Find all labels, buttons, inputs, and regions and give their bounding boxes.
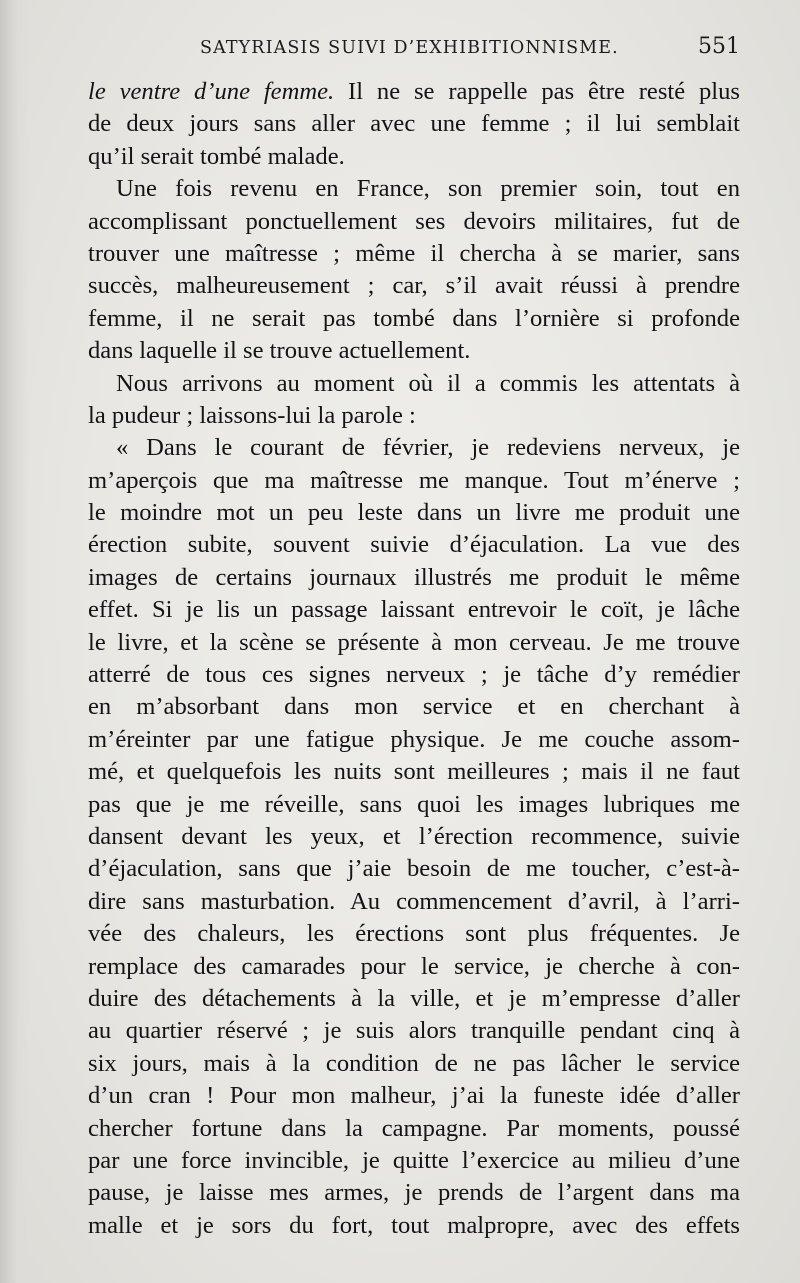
text-run: Il ne se rappelle pas être resté plus xyxy=(334,78,740,105)
text-line: la pudeur ; laissons-lui la parole : xyxy=(88,401,416,429)
text-line: érection subite, souvent suivie d’éjaculation. La vue des xyxy=(88,531,740,559)
text-line: qu’il serait tombé malade. xyxy=(88,142,345,170)
text-line: dire sans masturbation. Au commencement d’avril, à l’arri- xyxy=(88,887,740,915)
text-line: d’éjaculation, sans que j’aie besoin de me toucher, c’est-à- xyxy=(88,855,740,883)
text-line: de deux jours sans aller avec une femme ; il lui semblait xyxy=(88,110,740,138)
page-number: 551 xyxy=(698,34,740,59)
text-line: le moindre mot un peu leste dans un livre me produit une xyxy=(88,499,740,527)
text-line: dansent devant les yeux, et l’érection recommence, suivie xyxy=(88,822,740,850)
text-line: atterré de tous ces signes nerveux ; je tâche d’y remédier xyxy=(88,661,740,689)
text-line: m’aperçois que ma maîtresse me manque. Tout m’énerve ; xyxy=(88,466,740,494)
text-line: duire des détachements à la ville, et je m’empresse d’aller xyxy=(88,984,740,1012)
text-line: le livre, et la scène se présente à mon cerveau. Je me trouve xyxy=(88,628,740,656)
text-line: par une force invincible, je quitte l’exercice au milieu d’une xyxy=(88,1146,740,1174)
text-line: femme, il ne serait pas tombé dans l’ornière si profonde xyxy=(88,304,740,332)
paragraph-first-line: Nous arrivons au moment où il a commis les attentats à xyxy=(116,369,740,397)
italic-phrase: le ventre d’une femme. xyxy=(88,78,335,105)
running-title: SATYRIASIS SUIVI D’EXHIBITIONNISME. xyxy=(200,38,619,58)
text-line: dans laquelle il se trouve actuellement. xyxy=(88,337,471,365)
text-line: m’éreinter par une fatigue physique. Je me couche assom- xyxy=(88,725,740,753)
text-line: effet. Si je lis un passage laissant entrevoir le coït, je lâche xyxy=(88,596,740,624)
paragraph-first-line: Une fois revenu en France, son premier soin, tout en xyxy=(116,175,740,203)
paragraph-first-line: « Dans le courant de février, je redeviens nerveux, je xyxy=(116,434,740,462)
page-gutter-shadow xyxy=(0,0,30,1283)
text-line: six jours, mais à la condition de ne pas lâcher le service xyxy=(88,1049,740,1077)
text-line: pause, je laisse mes armes, je prends de l’argent dans ma xyxy=(88,1179,740,1207)
text-line: remplace des camarades pour le service, je cherche à con- xyxy=(88,952,740,980)
text-line: chercher fortune dans la campagne. Par moments, poussé xyxy=(88,1114,740,1142)
page-header xyxy=(88,30,740,74)
text-line xyxy=(88,76,740,108)
text-line: malle et je sors du fort, tout malpropre, avec des effets xyxy=(88,1211,740,1239)
text-line: accomplissant ponctuellement ses devoirs militaires, fut de xyxy=(88,207,740,235)
text-line: trouver une maîtresse ; même il chercha à se marier, sans xyxy=(88,239,740,267)
text-line: vée des chaleurs, les érections sont plus fréquentes. Je xyxy=(88,920,740,948)
text-line: d’un cran ! Pour mon malheur, j’ai la funeste idée d’aller xyxy=(88,1082,740,1110)
page-body xyxy=(88,76,740,1242)
text-line: mé, et quelquefois les nuits sont meilleures ; mais il ne faut xyxy=(88,758,740,786)
text-line: pas que je me réveille, sans quoi les images lubriques me xyxy=(88,790,740,818)
text-line: images de certains journaux illustrés me produit le même xyxy=(88,563,740,591)
text-line: succès, malheureusement ; car, s’il avait réussi à prendre xyxy=(88,272,740,300)
text-line: en m’absorbant dans mon service et en cherchant à xyxy=(88,693,740,721)
text-line: au quartier réservé ; je suis alors tranquille pendant cinq à xyxy=(88,1017,740,1045)
